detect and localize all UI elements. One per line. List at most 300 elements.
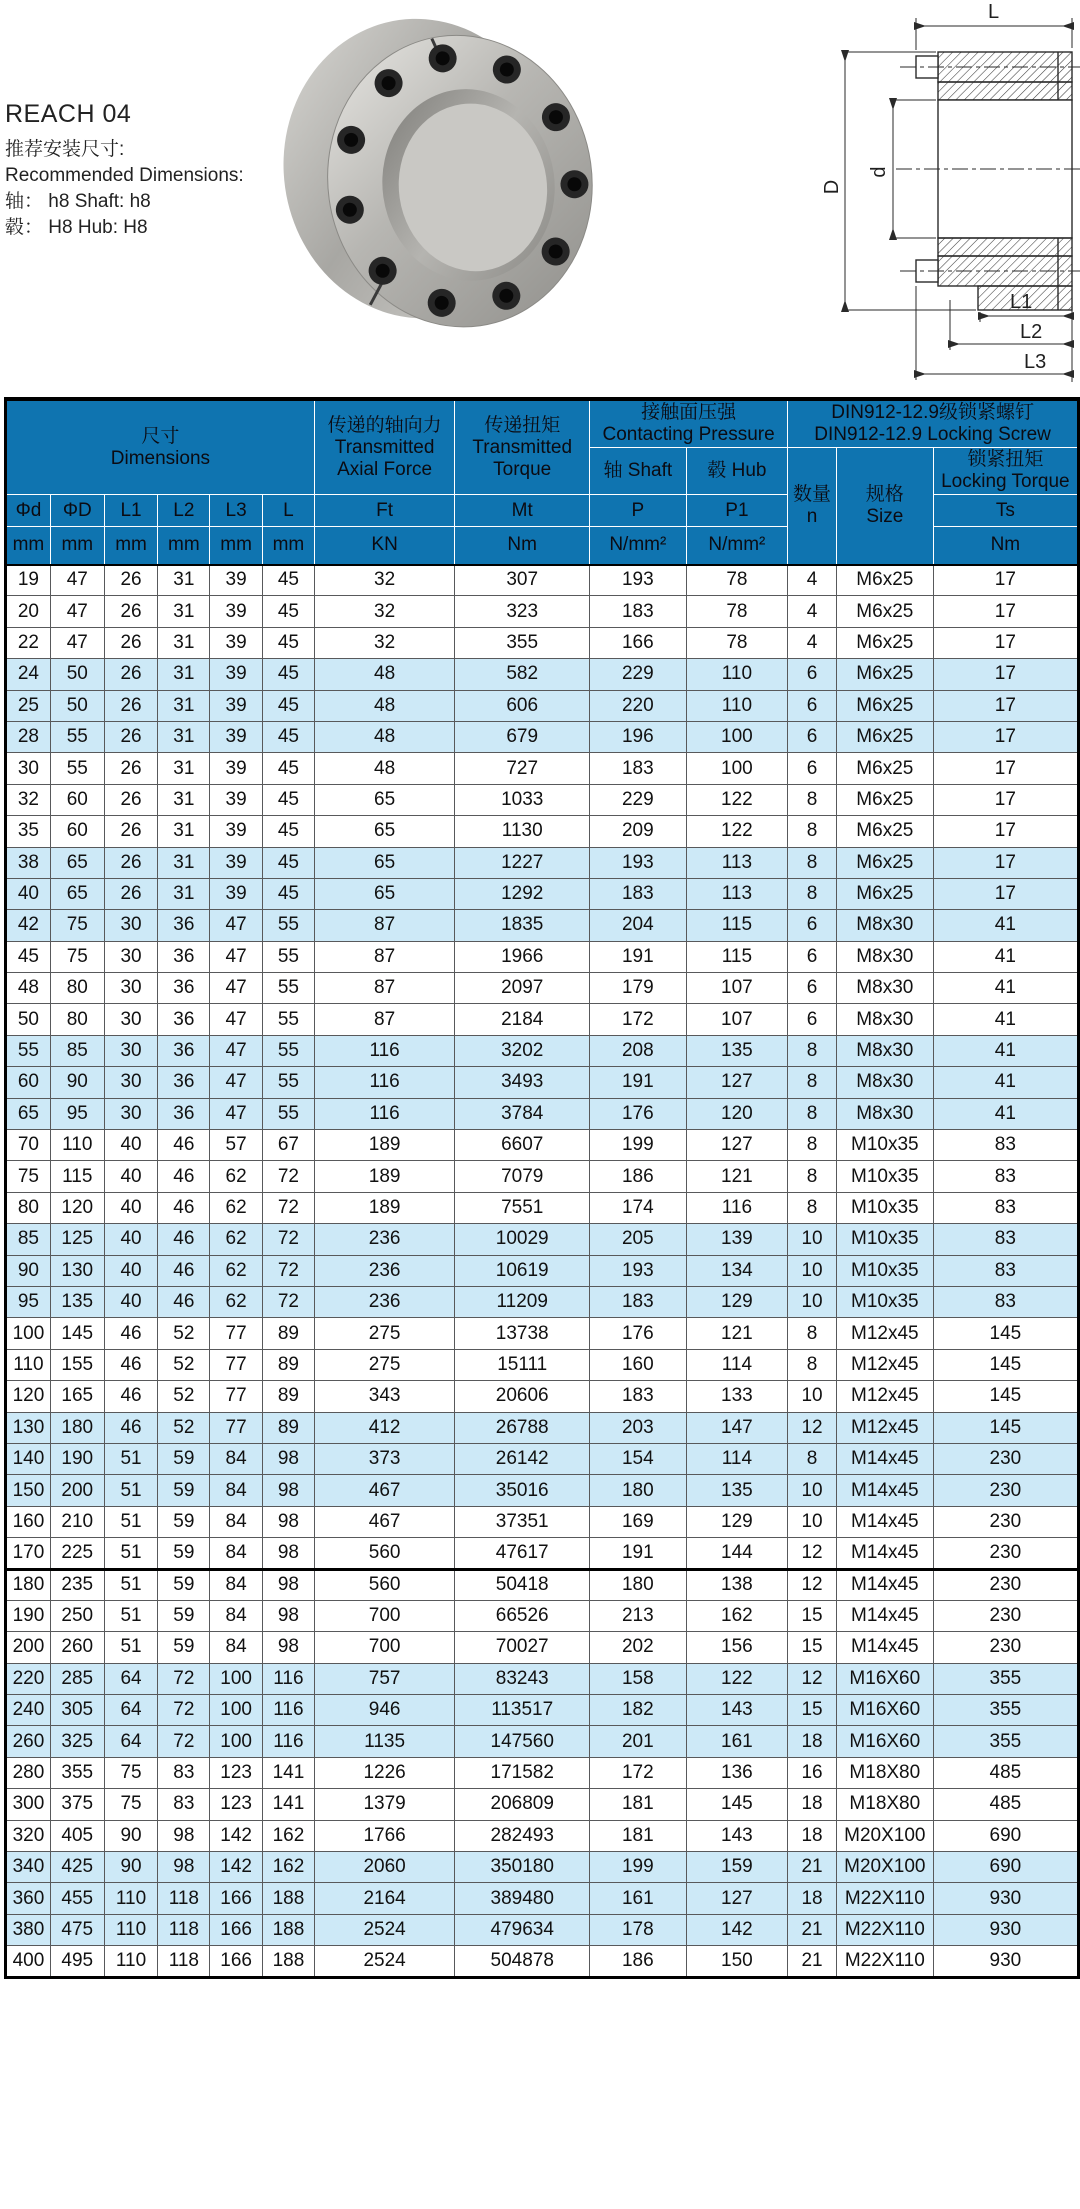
cell: 479634: [455, 1914, 590, 1945]
cell: 193: [590, 847, 687, 878]
cell: M6x25: [836, 753, 933, 784]
cell: 41: [933, 973, 1078, 1004]
cell: M10x35: [836, 1192, 933, 1223]
cell: 229: [590, 659, 687, 690]
cell: 147: [686, 1412, 788, 1443]
cell: 42: [6, 910, 51, 941]
cell: M8x30: [836, 910, 933, 941]
cell: 191: [590, 1538, 687, 1569]
cell: 48: [314, 753, 455, 784]
cell: 80: [50, 1004, 104, 1035]
cell: 375: [50, 1789, 104, 1820]
cell: 41: [933, 1098, 1078, 1129]
cell: 65: [314, 878, 455, 909]
cell: 8: [788, 1349, 837, 1380]
header-torque-cn: 传递扭矩: [484, 414, 561, 436]
cell: 191: [590, 1067, 687, 1098]
cell: 161: [590, 1883, 687, 1914]
cell: 47: [50, 565, 104, 596]
cell: 11209: [455, 1286, 590, 1317]
cell: 39: [210, 596, 263, 627]
cell: 45: [6, 941, 51, 972]
cell: 10: [788, 1255, 837, 1286]
cell: 159: [686, 1852, 788, 1883]
cell: 118: [158, 1914, 210, 1945]
cell: 59: [158, 1632, 210, 1663]
table-row: [6, 1224, 1079, 1255]
cell: 230: [933, 1506, 1078, 1537]
cell: 45: [263, 565, 315, 596]
header-screw-cn: DIN912-12.9级锁紧螺钉: [831, 402, 1034, 423]
cell: 172: [590, 1004, 687, 1035]
cell: M8x30: [836, 1098, 933, 1129]
cell: 118: [158, 1946, 210, 1977]
cell: 80: [50, 973, 104, 1004]
cell: 84: [210, 1506, 263, 1537]
cell: 45: [263, 784, 315, 815]
cell: 46: [158, 1224, 210, 1255]
cell: 230: [933, 1569, 1078, 1600]
cell: 205: [590, 1224, 687, 1255]
cell: 45: [263, 878, 315, 909]
cell: 98: [263, 1506, 315, 1537]
cell: 560: [314, 1569, 455, 1600]
cell: 389480: [455, 1883, 590, 1914]
table-row: [6, 1004, 1079, 1035]
cell: 475: [50, 1914, 104, 1945]
table-row: [6, 1381, 1079, 1412]
cell: 229: [590, 784, 687, 815]
cell: 15: [788, 1632, 837, 1663]
cell: M10x35: [836, 1255, 933, 1286]
cell: 116: [314, 1098, 455, 1129]
cell: 127: [686, 1883, 788, 1914]
header-dimensions: [6, 399, 315, 495]
cell: 39: [210, 659, 263, 690]
cell: 190: [6, 1600, 51, 1631]
cell: 240: [6, 1695, 51, 1726]
cell: 30: [104, 1067, 158, 1098]
table-row: [6, 1663, 1079, 1694]
cell: 4: [788, 596, 837, 627]
cell: 60: [50, 816, 104, 847]
cell: M16X60: [836, 1726, 933, 1757]
cell: 40: [6, 878, 51, 909]
cell: 36: [158, 1004, 210, 1035]
cell: 343: [314, 1381, 455, 1412]
cell: 77: [210, 1318, 263, 1349]
dim-label-L2: L2: [1020, 321, 1043, 343]
cell: 485: [933, 1757, 1078, 1788]
symbol-P1: P1: [686, 495, 788, 527]
cell: 18: [788, 1726, 837, 1757]
cell: 84: [210, 1632, 263, 1663]
table-row: [6, 1318, 1079, 1349]
cell: 10: [788, 1224, 837, 1255]
cell: 51: [104, 1569, 158, 1600]
dim-label-L1: L1: [1010, 291, 1033, 313]
cell: 55: [6, 1035, 51, 1066]
header-shaft: 轴 Shaft: [590, 448, 687, 495]
cell: 162: [686, 1600, 788, 1631]
cell: 250: [50, 1600, 104, 1631]
cell: 21: [788, 1946, 837, 1977]
cell: 83: [933, 1224, 1078, 1255]
cell: 40: [104, 1192, 158, 1223]
cell: 166: [210, 1883, 263, 1914]
cell: 142: [210, 1852, 263, 1883]
cell: 98: [158, 1852, 210, 1883]
cell: 17: [933, 784, 1078, 815]
cell: 2524: [314, 1914, 455, 1945]
cell: 83: [933, 1192, 1078, 1223]
cell: 360: [6, 1883, 51, 1914]
cell: 66526: [455, 1600, 590, 1631]
cell: 201: [590, 1726, 687, 1757]
cell: 85: [6, 1224, 51, 1255]
cell: 26: [104, 721, 158, 752]
cell: 6: [788, 1004, 837, 1035]
cell: 485: [933, 1789, 1078, 1820]
cell: 180: [50, 1412, 104, 1443]
table-row: [6, 816, 1079, 847]
cell: 30: [6, 753, 51, 784]
cell: 181: [590, 1820, 687, 1851]
cell: 35: [6, 816, 51, 847]
cell: 123: [210, 1757, 263, 1788]
cell: 64: [104, 1663, 158, 1694]
cell: 116: [686, 1192, 788, 1223]
cell: 45: [263, 659, 315, 690]
cell: 90: [104, 1852, 158, 1883]
cell: 6: [788, 910, 837, 941]
cell: 62: [210, 1224, 263, 1255]
cell: 189: [314, 1161, 455, 1192]
cell: 45: [263, 753, 315, 784]
cell: 36: [158, 941, 210, 972]
cell: 55: [263, 1067, 315, 1098]
cell: 32: [314, 627, 455, 658]
cell: 1227: [455, 847, 590, 878]
cell: 36: [158, 910, 210, 941]
symbol-L3: L3: [210, 495, 263, 527]
cell: 45: [263, 721, 315, 752]
cell: 47: [210, 910, 263, 941]
table-row: [6, 1192, 1079, 1223]
cell: M6x25: [836, 565, 933, 596]
cell: 26: [104, 659, 158, 690]
cell: 143: [686, 1695, 788, 1726]
hub-tolerance: 毂： H8 Hub: H8: [5, 217, 148, 238]
cell: 89: [263, 1381, 315, 1412]
cell: 141: [263, 1789, 315, 1820]
cell: M8x30: [836, 973, 933, 1004]
cell: 189: [314, 1192, 455, 1223]
cell: 114: [686, 1349, 788, 1380]
cell: 188: [263, 1883, 315, 1914]
cell: 121: [686, 1161, 788, 1192]
spec-table-header: [6, 399, 1079, 565]
cell: 95: [50, 1098, 104, 1129]
cell: 178: [590, 1914, 687, 1945]
cell: 122: [686, 1663, 788, 1694]
header-dimensions-en: Dimensions: [110, 447, 211, 469]
cell: 174: [590, 1192, 687, 1223]
table-row: [6, 1946, 1079, 1977]
cell: 48: [314, 690, 455, 721]
cell: 10: [788, 1286, 837, 1317]
cell: 118: [158, 1883, 210, 1914]
cell: M6x25: [836, 847, 933, 878]
cell: 189: [314, 1130, 455, 1161]
cell: 200: [50, 1475, 104, 1506]
cell: 144: [686, 1538, 788, 1569]
table-row: [6, 1130, 1079, 1161]
cell: 20: [6, 596, 51, 627]
cell: 18: [788, 1883, 837, 1914]
cell: 300: [6, 1789, 51, 1820]
cell: 21: [788, 1914, 837, 1945]
cell: 72: [263, 1161, 315, 1192]
cell: 84: [210, 1538, 263, 1569]
cell: 325: [50, 1726, 104, 1757]
cell: 30: [104, 1035, 158, 1066]
cell: 65: [50, 847, 104, 878]
cell: 98: [263, 1569, 315, 1600]
cell: 32: [314, 565, 455, 596]
subtitle-en: Recommended Dimensions:: [5, 165, 244, 186]
cell: 72: [158, 1663, 210, 1694]
header-axial-cn: 传递的轴向力: [327, 414, 442, 436]
header-hub: 毂 Hub: [686, 448, 788, 495]
unit-mm: mm: [210, 527, 263, 565]
cross-section-drawing-image: [648, 0, 1080, 397]
cell: 133: [686, 1381, 788, 1412]
cell: 110: [104, 1883, 158, 1914]
cell: 62: [210, 1286, 263, 1317]
cell: 78: [686, 565, 788, 596]
cell: 220: [6, 1663, 51, 1694]
cell: 98: [263, 1475, 315, 1506]
cell: 139: [686, 1224, 788, 1255]
cell: 24: [6, 659, 51, 690]
cell: 65: [314, 847, 455, 878]
cell: M14x45: [836, 1600, 933, 1631]
product-photo: [283, 6, 595, 346]
cell: 8: [788, 1318, 837, 1349]
cell: 193: [590, 1255, 687, 1286]
cell: 62: [210, 1255, 263, 1286]
cell: 110: [686, 690, 788, 721]
header-pressure-en: Contacting Pressure: [602, 424, 775, 445]
cell: 204: [590, 910, 687, 941]
cell: 45: [263, 690, 315, 721]
cell: 8: [788, 1098, 837, 1129]
cell: 39: [210, 565, 263, 596]
cell: 36: [158, 973, 210, 1004]
symbol-phi-d: Φd: [6, 495, 51, 527]
cell: 230: [933, 1475, 1078, 1506]
cell: 8: [788, 1192, 837, 1223]
table-row: [6, 941, 1079, 972]
cell: 60: [50, 784, 104, 815]
cell: 127: [686, 1067, 788, 1098]
dim-label-D: D: [821, 179, 843, 195]
table-row: [6, 1914, 1079, 1945]
cell: 31: [158, 847, 210, 878]
cell: M14x45: [836, 1443, 933, 1474]
cell: 46: [104, 1349, 158, 1380]
cell: 116: [314, 1067, 455, 1098]
cell: 123: [210, 1789, 263, 1820]
cell: 142: [686, 1914, 788, 1945]
cell: 6: [788, 941, 837, 972]
cell: 39: [210, 784, 263, 815]
cell: 46: [158, 1130, 210, 1161]
table-row: [6, 1506, 1079, 1537]
cell: 39: [210, 847, 263, 878]
cell: 165: [50, 1381, 104, 1412]
cell: 65: [50, 878, 104, 909]
cell: 114: [686, 1443, 788, 1474]
unit-mm: mm: [104, 527, 158, 565]
cell: 176: [590, 1098, 687, 1129]
cell: 45: [263, 596, 315, 627]
cell: 236: [314, 1255, 455, 1286]
cell: M8x30: [836, 941, 933, 972]
cell: 209: [590, 816, 687, 847]
cell: 39: [210, 753, 263, 784]
cell: 183: [590, 596, 687, 627]
cell: 4: [788, 627, 837, 658]
cell: 72: [158, 1726, 210, 1757]
cell: M18X80: [836, 1789, 933, 1820]
cell: 7079: [455, 1161, 590, 1192]
cell: 52: [158, 1381, 210, 1412]
cell: 120: [6, 1381, 51, 1412]
cell: 115: [686, 910, 788, 941]
cell: 39: [210, 816, 263, 847]
cell: M14x45: [836, 1538, 933, 1569]
cell: 6607: [455, 1130, 590, 1161]
cell: 72: [263, 1192, 315, 1223]
cell: 30: [104, 973, 158, 1004]
unit-mm: mm: [6, 527, 51, 565]
cell: 282493: [455, 1820, 590, 1851]
cell: 1966: [455, 941, 590, 972]
table-row: [6, 878, 1079, 909]
cell: 31: [158, 690, 210, 721]
table-row: [6, 753, 1079, 784]
cell: 180: [590, 1475, 687, 1506]
cell: 405: [50, 1820, 104, 1851]
header-screw-en: DIN912-12.9 Locking Screw: [814, 424, 1051, 445]
table-row: [6, 1695, 1079, 1726]
cell: 28: [6, 721, 51, 752]
symbol-phi-D: ΦD: [50, 495, 104, 527]
cell: 20606: [455, 1381, 590, 1412]
cell: 166: [590, 627, 687, 658]
cell: 59: [158, 1443, 210, 1474]
cell: 19: [6, 565, 51, 596]
cell: 87: [314, 1004, 455, 1035]
unit-mm: mm: [263, 527, 315, 565]
cell: M14x45: [836, 1632, 933, 1663]
cell: 26: [104, 753, 158, 784]
cell: 40: [104, 1161, 158, 1192]
shaft-tolerance: 轴： h8 Shaft: h8: [5, 191, 151, 212]
cell: 36: [158, 1098, 210, 1129]
cell: 202: [590, 1632, 687, 1663]
cell: 31: [158, 627, 210, 658]
cell: 100: [6, 1318, 51, 1349]
header-size-en: Size: [866, 505, 904, 527]
cell: 87: [314, 973, 455, 1004]
cell: 110: [686, 659, 788, 690]
cell: 143: [686, 1820, 788, 1851]
cell: 39: [210, 627, 263, 658]
spec-table-body: [6, 565, 1079, 1978]
cell: 142: [210, 1820, 263, 1851]
cell: 47: [50, 627, 104, 658]
table-row: [6, 659, 1079, 690]
cell: 59: [158, 1600, 210, 1631]
cell: 72: [263, 1286, 315, 1317]
cell: 83: [158, 1789, 210, 1820]
cell: 400: [6, 1946, 51, 1977]
spec-table: [4, 397, 1080, 1979]
cell: 235: [50, 1569, 104, 1600]
cell: 380: [6, 1914, 51, 1945]
cell: 17: [933, 847, 1078, 878]
cell: 41: [933, 1035, 1078, 1066]
cell: 32: [6, 784, 51, 815]
cell: 22: [6, 627, 51, 658]
table-row: [6, 1098, 1079, 1129]
cell: 134: [686, 1255, 788, 1286]
unit-nmm2: N/mm²: [686, 527, 788, 565]
cell: 55: [50, 721, 104, 752]
cell: 236: [314, 1286, 455, 1317]
cell: 52: [158, 1412, 210, 1443]
cell: M18X80: [836, 1757, 933, 1788]
cell: 48: [314, 721, 455, 752]
cell: 98: [263, 1632, 315, 1663]
cell: 230: [933, 1632, 1078, 1663]
table-row: [6, 1475, 1079, 1506]
cell: 3202: [455, 1035, 590, 1066]
cell: 280: [6, 1757, 51, 1788]
cell: 17: [933, 596, 1078, 627]
cell: 183: [590, 1381, 687, 1412]
cell: 25: [6, 690, 51, 721]
cell: 12: [788, 1412, 837, 1443]
cell: 150: [686, 1946, 788, 1977]
cell: 89: [263, 1412, 315, 1443]
cell: 15: [788, 1695, 837, 1726]
cell: 727: [455, 753, 590, 784]
cell: 52: [158, 1349, 210, 1380]
cell: 75: [104, 1789, 158, 1820]
cell: 1130: [455, 816, 590, 847]
cell: 150: [6, 1475, 51, 1506]
cell: 59: [158, 1506, 210, 1537]
cell: 30: [104, 1098, 158, 1129]
cell: 47: [50, 596, 104, 627]
cell: 355: [50, 1757, 104, 1788]
cell: 46: [158, 1286, 210, 1317]
header-locking-torque-en: Locking Torque: [941, 471, 1070, 492]
